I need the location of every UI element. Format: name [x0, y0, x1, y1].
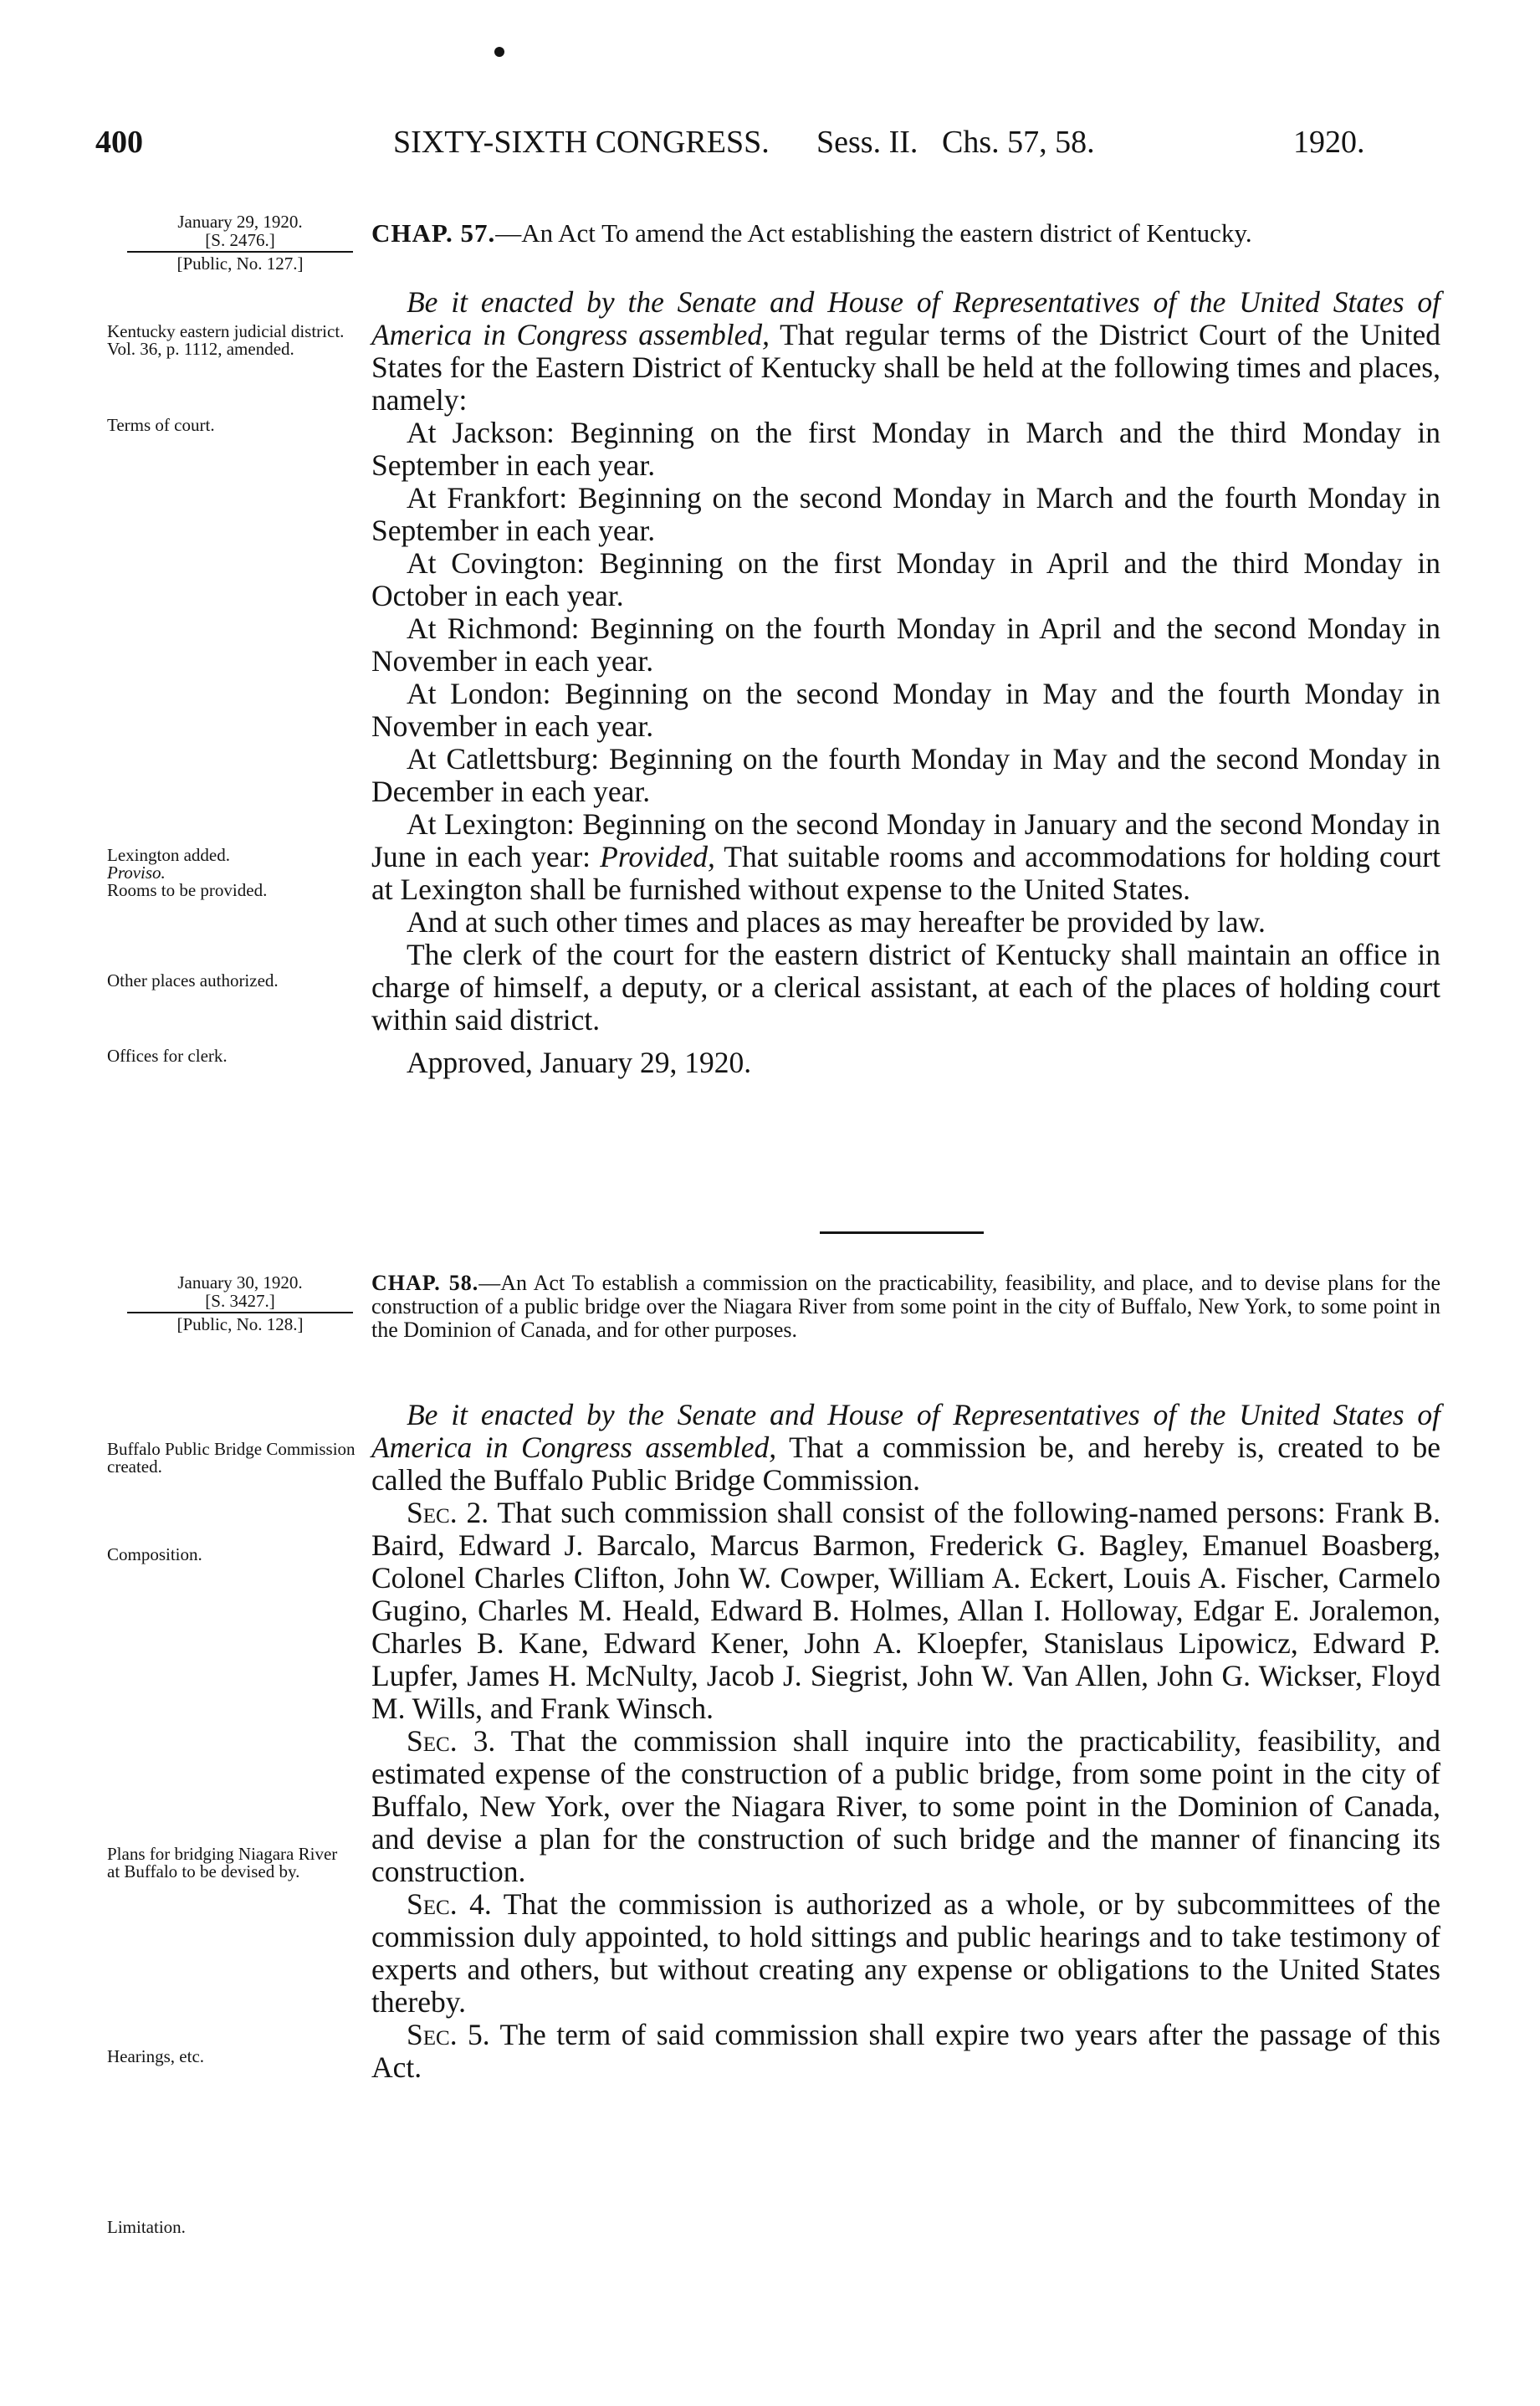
chap57-date-rule [127, 251, 353, 253]
congress-title: SIXTY-SIXTH CONGRESS. [393, 125, 770, 160]
provided-word: Provided, [600, 840, 715, 873]
chapters-label: Chs. 57, 58. [942, 125, 1095, 160]
chap58-label: CHAP. 58. [371, 1271, 479, 1295]
chap58-enacting-italic: Be it enacted by the Senate and House of Representatives of the United States of America in Congress assembled, [371, 1398, 1440, 1464]
chap57-place-catlettsburg: At Catlettsburg: Beginning on the fourth Monday in May and the second Monday in December in each year. [371, 742, 1440, 808]
chap58-sec3 [371, 1725, 1440, 1888]
chap58-sec5 [371, 2019, 1440, 2084]
chap57-place-lexington [371, 808, 1440, 906]
chap57-place-covington: At Covington: Beginning on the first Monday in April and the third Monday in October in each year. [371, 546, 1440, 612]
chap57-label: CHAP. 57. [371, 218, 496, 248]
chap58-title: —An Act To establish a commission on the practicability, feasibility, and place, and to devise plans for the construction of a public bridge over the Niagara River from some point in the city of Buffalo, New York, to some point in the Dominion of Canada, and for other purposes. [371, 1271, 1440, 1342]
sidenote-lexington: Lexington added. Proviso. Rooms to be provided. [107, 847, 358, 899]
sec4-label: Sec. 4. [407, 1887, 492, 1921]
sec3-text: That the commission shall inquire into the practicability, feasibility, and estimated expense of the construction of a public bridge, from some point in the city of Buffalo, New York, over the Niagara River, to some point in the Dominion of Canada, and devise a plan for the construction of such bridge and the manner of financing its construction. [371, 1724, 1440, 1888]
chap57-date-block [127, 212, 353, 273]
chap57-approved: Approved, January 29, 1920. [407, 1046, 752, 1079]
chap58-body [371, 1399, 1440, 2084]
sec5-label: Sec. 5. [407, 2018, 490, 2051]
running-header [95, 124, 1450, 174]
print-dot [494, 47, 504, 57]
page-number: 400 [95, 125, 143, 160]
chap57-place-richmond: At Richmond: Beginning on the fourth Monday in April and the second Monday in November in each year. [371, 612, 1440, 678]
chap57-place-jackson: At Jackson: Beginning on the first Monday in March and the third Monday in September in each year. [371, 416, 1440, 482]
chap58-sec4 [371, 1888, 1440, 2019]
sidenote-rooms: Rooms to be provided. [107, 880, 268, 900]
chap57-enacting-clause [371, 286, 1440, 417]
chap58-bill: [S. 3427.] [205, 1291, 275, 1311]
sidenote-proviso: Proviso. [107, 863, 166, 883]
chap57-title: —An Act To amend the Act establishing the eastern district of Kentucky. [495, 218, 1252, 248]
sidenote-terms: Terms of court. [107, 415, 215, 435]
sidenote-hearings: Hearings, etc. [107, 2046, 205, 2066]
sidenote-composition: Composition. [107, 1544, 202, 1564]
sec2-text: That such commission shall consist of the following-named persons: Frank B. Baird, Edward J. Barcalo, Marcus Barmon, Frederick G. Bagley, Emanuel Boasberg, Colonel Charles Clifton, John W. Cowper, William A. Eckert, Louis A. Fischer, Carmelo Gugino, Charles M. Heald, Edward B. Holmes, Allan I. Holloway, Edgar E. Joralemon, Charles B. Kane, Edward Kener, John A. Kloepfer, Stanislaus Lipowicz, Edward P. Lupfer, James H. McNulty, Jacob J. Siegrist, John W. Van Allen, John G. Wickser, Floyd M. Wills, and Frank Winsch. [371, 1496, 1440, 1725]
sec5-text: The term of said commission shall expire two years after the passage of this Act. [371, 2018, 1440, 2084]
sidenote-buffalo: Buffalo Public Bridge Commission created. [107, 1439, 356, 1477]
sec2-label: Sec. 2. [407, 1496, 489, 1529]
chap58-date-rule [127, 1312, 353, 1313]
chap57-other-places: And at such other times and places as may hereafter be provided by law. [407, 905, 1266, 939]
sec4-text: That the commission is authorized as a whole, or by subcommittees of the commission duly appointed, to hold sittings and public hearings and to take testimony of experts and others, but without creating any expense or obligations to the United States thereby. [371, 1887, 1440, 2019]
sidenote-vol: Vol. 36, p. 1112, amended. [107, 339, 294, 359]
sidenote-offices: Offices for clerk. [107, 1046, 228, 1066]
chap57-body [371, 286, 1440, 1079]
chap58-heading [371, 1272, 1440, 1342]
chap57-enacting-italic: Be it enacted by the Senate and House of Representatives of the United States of America in Congress assembled, [371, 285, 1440, 351]
chap57-date: January 29, 1920. [177, 212, 303, 232]
chap57-bill: [S. 2476.] [205, 230, 275, 250]
sidenote-other: Other places authorized. [107, 970, 279, 991]
chap58-enacting-rest: That a commission be, and hereby is, created to be called the Buffalo Public Bridge Commission. [371, 1431, 1440, 1497]
chap57-public-law: [Public, No. 127.] [177, 253, 304, 274]
sec3-label: Sec. 3. [407, 1724, 496, 1758]
sidenote-limitation: Limitation. [107, 2217, 186, 2237]
sidenote-plans: Plans for bridging Niagara River at Buffalo to be devised by. [107, 1844, 338, 1881]
lexington-end: That suitable rooms and accommodations for holding court at Lexington shall be furnished without expense to the United States. [371, 840, 1440, 906]
chap57-place-frankfort: At Frankfort: Beginning on the second Monday in March and the fourth Monday in September in each year. [371, 481, 1440, 547]
chap57-enacting-rest: That regular terms of the District Court of the United States for the Eastern District of Kentucky shall be held at the following times and places, namely: [371, 318, 1440, 417]
chap58-sec2 [371, 1497, 1440, 1725]
sidenote-kentucky: Kentucky eastern judicial district. Vol. 36, p. 1112, amended. [107, 323, 358, 358]
chapter-separator [820, 1231, 984, 1234]
session-label: Sess. II. [816, 125, 918, 160]
chap57-place-london: At London: Beginning on the second Monday in May and the fourth Monday in November in each year. [371, 677, 1440, 743]
chap58-enacting-clause [371, 1399, 1440, 1497]
chap58-date-block [127, 1273, 353, 1334]
lexington-start: At Lexington: Beginning on the second Monday in January and the second Monday in June in each year: [371, 807, 1440, 873]
chap57-heading [371, 219, 1440, 247]
header-year: 1920. [1293, 125, 1365, 160]
chap58-public-law: [Public, No. 128.] [177, 1314, 304, 1334]
chap57-clerk: The clerk of the court for the eastern district of Kentucky shall maintain an office in charge of himself, a deputy, or a clerical assistant, at each of the places of holding court within said district. [371, 938, 1440, 1037]
chap58-date: January 30, 1920. [177, 1272, 303, 1293]
